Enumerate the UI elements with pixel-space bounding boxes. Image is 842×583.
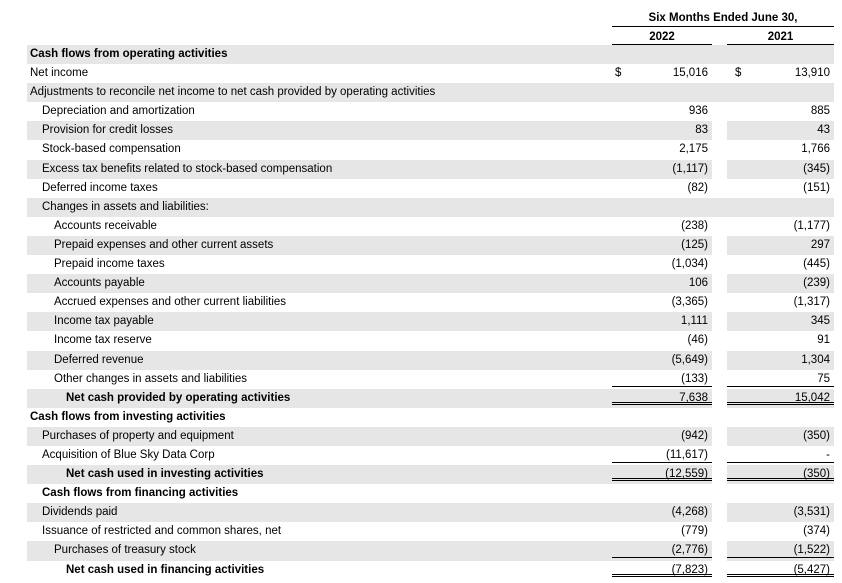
row-label: Prepaid expenses and other current assets	[54, 238, 274, 251]
value-2022: 106	[688, 277, 708, 290]
row-label: Net cash provided by operating activities	[66, 391, 291, 404]
column-gap	[712, 522, 727, 541]
table-row	[27, 236, 834, 255]
value-2022: (46)	[687, 334, 708, 347]
value-2022: (11,617)	[612, 446, 712, 463]
table-row	[27, 465, 834, 484]
period-header-rule	[612, 26, 834, 27]
table-row	[27, 351, 834, 370]
value-2022: (133)	[612, 370, 712, 387]
column-gap	[712, 312, 727, 331]
value-2022: 15,016	[672, 67, 708, 80]
column-gap	[712, 64, 727, 83]
value-2022: (125)	[681, 238, 708, 251]
value-2021: (374)	[803, 525, 830, 538]
table-row	[27, 484, 834, 503]
table-row	[27, 503, 834, 522]
row-label: Deferred revenue	[54, 353, 144, 366]
row-label: Cash flows from operating activities	[30, 48, 228, 60]
value-2021: (151)	[803, 181, 830, 194]
row-label: Accounts receivable	[54, 219, 157, 232]
row-label: Net income	[30, 67, 89, 80]
value-2022: (942)	[681, 429, 708, 442]
column-gap	[712, 389, 727, 408]
table-row	[27, 274, 834, 293]
value-2021: (1,317)	[793, 296, 830, 309]
table-row	[27, 64, 834, 83]
table-row	[27, 389, 834, 408]
value-2022: 83	[695, 124, 708, 137]
row-label: Prepaid income taxes	[54, 258, 165, 271]
table-row	[27, 446, 834, 465]
column-gap	[712, 427, 727, 446]
table-row	[27, 541, 834, 560]
row-label: Stock-based compensation	[42, 143, 181, 156]
column-gap	[712, 140, 727, 159]
table-row	[27, 522, 834, 541]
value-2022: (7,823)	[612, 561, 712, 577]
table-row	[27, 160, 834, 179]
value-2021: 43	[817, 124, 830, 137]
value-2022: (3,365)	[671, 296, 708, 309]
value-2022: (1,034)	[671, 258, 708, 271]
value-2021: 15,042	[727, 389, 834, 405]
table-row	[27, 45, 834, 64]
column-gap	[712, 236, 727, 255]
value-2021: (345)	[803, 162, 830, 175]
value-2021: 1,766	[801, 143, 830, 156]
value-2022: (238)	[681, 219, 708, 232]
row-label: Net cash used in financing activities	[66, 563, 265, 576]
row-label: Purchases of treasury stock	[54, 544, 196, 557]
table-row	[27, 179, 834, 198]
table-row	[27, 312, 834, 331]
row-label: Cash flows from financing activities	[42, 487, 239, 500]
period-header: Six Months Ended June 30,	[648, 12, 798, 24]
column-gap	[712, 217, 727, 236]
row-label: Acquisition of Blue Sky Data Corp	[42, 448, 215, 461]
table-row	[27, 255, 834, 274]
value-2021: (350)	[803, 429, 830, 442]
value-2022: (12,559)	[612, 465, 712, 481]
row-label: Income tax reserve	[54, 334, 152, 347]
row-label: Provision for credit losses	[42, 124, 174, 137]
value-2022: (5,649)	[671, 353, 708, 366]
table-row	[27, 427, 834, 446]
value-2021: (3,531)	[793, 506, 830, 519]
row-label: Deferred income taxes	[42, 181, 158, 194]
column-gap	[712, 274, 727, 293]
value-2021: 75	[727, 370, 834, 387]
value-2021: 1,304	[801, 353, 830, 366]
table-row	[27, 331, 834, 350]
column-header-2022: 2022	[649, 31, 675, 43]
row-label: Dividends paid	[42, 506, 118, 519]
value-2022: 1,111	[680, 315, 708, 328]
row-label: Net cash used in investing activities	[66, 468, 264, 481]
row-label: Cash flows from investing activities	[30, 410, 226, 423]
table-row	[27, 140, 834, 159]
value-2021: 885	[810, 105, 830, 118]
column-gap	[712, 465, 727, 484]
row-label: Excess tax benefits related to stock-based compensation	[42, 162, 333, 175]
value-2021: 345	[810, 315, 830, 328]
column-gap	[712, 255, 727, 274]
column-gap	[712, 331, 727, 350]
value-2021: 13,910	[794, 67, 830, 80]
value-2022: (779)	[681, 525, 708, 538]
table-row	[27, 217, 834, 236]
column-gap	[712, 370, 727, 389]
value-2021: (1,177)	[793, 219, 830, 232]
currency-symbol-2021: $	[735, 67, 742, 80]
value-2021: 91	[817, 334, 830, 347]
value-2021: -	[727, 446, 834, 463]
currency-symbol-2022: $	[615, 67, 622, 80]
cash-flow-table	[27, 45, 834, 580]
value-2021: (1,522)	[727, 541, 834, 558]
row-label: Issuance of restricted and common shares, net	[42, 525, 282, 538]
row-label: Adjustments to reconcile net income to net cash provided by operating activities	[30, 86, 436, 99]
value-2021: 297	[810, 238, 830, 251]
row-label: Other changes in assets and liabilities	[54, 372, 248, 385]
value-2021: (350)	[727, 465, 834, 481]
table-row	[27, 293, 834, 312]
table-row	[27, 198, 834, 217]
row-label: Changes in assets and liabilities:	[42, 200, 209, 213]
table-row	[27, 121, 834, 140]
row-label: Depreciation and amortization	[42, 105, 195, 118]
value-2022: (82)	[687, 181, 708, 194]
value-2021: (445)	[803, 258, 830, 271]
column-gap	[712, 446, 727, 465]
value-2022: (2,776)	[612, 541, 712, 558]
column-gap	[712, 351, 727, 370]
value-2021: (5,427)	[727, 561, 834, 577]
value-2022: (4,268)	[671, 506, 708, 519]
column-gap	[712, 503, 727, 522]
table-row	[27, 370, 834, 389]
row-label: Purchases of property and equipment	[42, 429, 234, 442]
table-row	[27, 102, 834, 121]
column-gap	[712, 541, 727, 560]
column-gap	[712, 160, 727, 179]
table-row	[27, 83, 834, 102]
column-gap	[712, 293, 727, 312]
value-2022: 7,638	[612, 389, 712, 405]
row-label: Accounts payable	[54, 277, 145, 290]
row-label: Income tax payable	[54, 315, 154, 328]
column-gap	[712, 179, 727, 198]
value-2021: (239)	[803, 277, 830, 290]
value-2022: 936	[688, 105, 708, 118]
column-gap	[712, 102, 727, 121]
column-header-2021: 2021	[767, 31, 794, 43]
value-2022: (1,117)	[672, 162, 708, 175]
table-row	[27, 561, 834, 580]
value-2022: 2,175	[679, 143, 708, 156]
column-gap	[712, 121, 727, 140]
row-label: Accrued expenses and other current liabilities	[54, 296, 287, 309]
table-row	[27, 408, 834, 427]
column-gap	[712, 561, 727, 580]
